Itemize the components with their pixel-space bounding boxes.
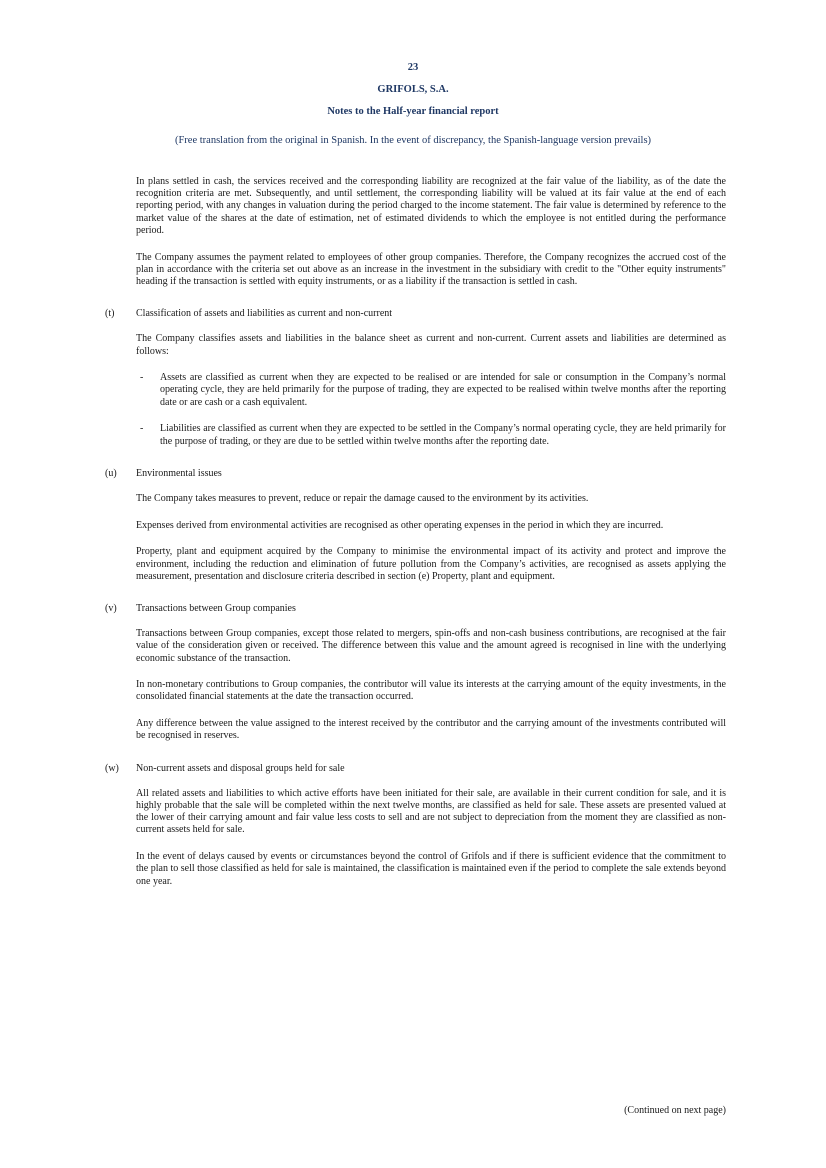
bullet-marker: - bbox=[140, 372, 144, 384]
bullet-text-liabilities: Liabilities are classified as current when they are expected to be settled in the Company’s normal operating cycle, they are held primarily for the purpose of trading, or they are due to be settled within twelve months after the reporting date. bbox=[160, 423, 726, 447]
section-heading-u bbox=[105, 467, 726, 480]
bullet-text-assets: Assets are classified as current when they are expected to be realised or are intended for sale or consumption in the Company’s normal operating cycle, they are held primarily for the purpose of trading, they are expected to be realised within twelve months after the reporting date or are cash or a cash equivalent. bbox=[160, 372, 726, 408]
section-letter-w: (w) bbox=[105, 762, 119, 774]
paragraph-cash-settled-plans: In plans settled in cash, the services received and the corresponding liability are recognized at the fair value of the liability, as of the date the recognition criteria are met. Subsequently, and until settlement, the corresponding liability will be valued at its fair value at the end of each reporting period, with any changes in valuation during the period charged to the income statement. The fair value is determined by reference to the market value of the shares at the date of estimation, net of estimated dividends to which the employee is not entitled during the performance period. bbox=[136, 176, 726, 236]
company-name: GRIFOLS, S.A. bbox=[377, 84, 449, 95]
section-letter-u: (u) bbox=[105, 467, 117, 479]
section-letter-t: (t) bbox=[105, 308, 115, 320]
document-body bbox=[105, 176, 726, 902]
bullet-marker: - bbox=[140, 423, 144, 435]
paragraph-environment-expenses: Expenses derived from environmental activities are recognised as other operating expenses in the period in which they are incurred. bbox=[136, 519, 664, 531]
paragraph-group-transactions: Transactions between Group companies, except those related to mergers, spin-offs and non-cash business contributions, are recognised at the fair value of the consideration given or received. The difference between this value and the amount agreed is recognised in line with the underlying economic substance of the transaction. bbox=[136, 628, 726, 664]
paragraph-group-employees: The Company assumes the payment related to employees of other group companies. Therefore, the Company recognizes the accrued cost of the plan in accordance with the criteria set out above as an increase in the investment in the subsidiary with credit to the "Other equity instruments" heading if the transaction is settled with equity instruments, or as a liability if the transaction is settled in cash. bbox=[136, 251, 726, 287]
report-title: Notes to the Half-year financial report bbox=[327, 106, 499, 117]
section-title-v: Transactions between Group companies bbox=[136, 602, 296, 614]
continued-note: (Continued on next page) bbox=[624, 1105, 726, 1116]
paragraph-sale-delays: In the event of delays caused by events or circumstances beyond the control of Grifols and if there is sufficient evidence that the commitment to the plan to sell those classified as held for sale is maintained, the classification is maintained even if the period to complete the sale extends beyond one year. bbox=[136, 851, 726, 887]
paragraph-non-monetary-contributions: In non-monetary contributions to Group companies, the contributor will value its interests at the carrying amount of the equity investments, in the consolidated financial statements at the date the transaction occurred. bbox=[136, 679, 726, 703]
page-number: 23 bbox=[407, 62, 419, 73]
section-title-u: Environmental issues bbox=[136, 467, 222, 479]
paragraph-difference-reserves: Any difference between the value assigned to the interest received by the contributor and the carrying amount of the investments contributed will be recognised in reserves. bbox=[136, 718, 726, 742]
section-heading-v bbox=[105, 602, 726, 615]
paragraph-classification: The Company classifies assets and liabilities in the balance sheet as current and non-current. Current assets and liabilities are determined as follows: bbox=[136, 333, 726, 357]
section-title-w: Non-current assets and disposal groups held for sale bbox=[136, 762, 345, 774]
section-heading-t bbox=[105, 308, 726, 320]
paragraph-environment-assets: Property, plant and equipment acquired by the Company to minimise the environmental impact of its activity and protect and improve the environment, including the reduction and elimination of future pollution from the Company’s activities, are recognised as assets applying the measurement, presentation and disclosure criteria described in section (e) Property, plant and equipment. bbox=[136, 546, 726, 582]
bullet-item-assets bbox=[136, 372, 726, 409]
paragraph-environment-measures: The Company takes measures to prevent, reduce or repair the damage caused to the environment by its activities. bbox=[136, 492, 589, 504]
section-title-t: Classification of assets and liabilities as current and non-current bbox=[136, 308, 393, 320]
section-heading-w bbox=[105, 762, 726, 775]
translation-disclaimer: (Free translation from the original in Spanish. In the event of discrepancy, the Spanish-language version prevails) bbox=[174, 135, 652, 146]
section-letter-v: (v) bbox=[105, 602, 117, 614]
paragraph-held-for-sale: All related assets and liabilities to which active efforts have been initiated for their sale, are available in their current condition for sale, and it is highly probable that the sale will be completed within the next twelve months, are classified as held for sale. These assets are presented valued at the lower of their carrying amount and fair value less costs to sell and are not subject to depreciation from the moment they are classified as non-current assets held for sale. bbox=[136, 787, 726, 836]
bullet-item-liabilities bbox=[136, 423, 726, 447]
